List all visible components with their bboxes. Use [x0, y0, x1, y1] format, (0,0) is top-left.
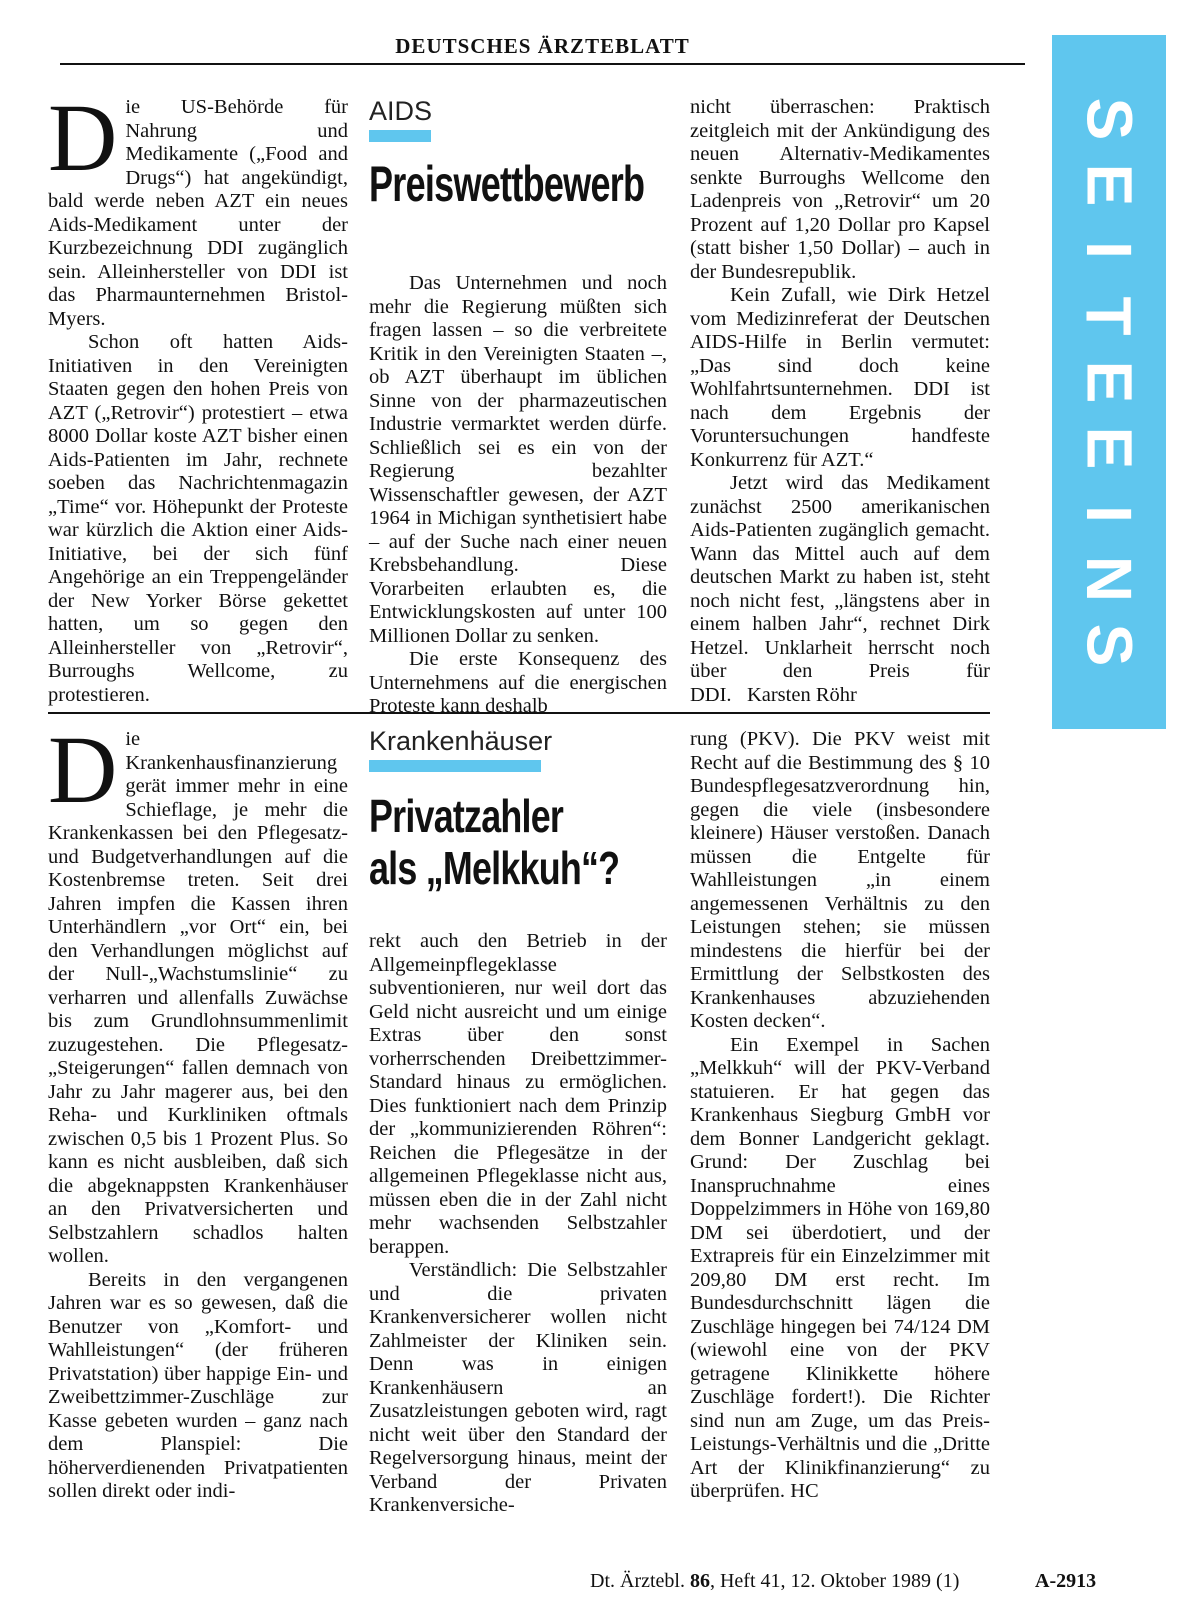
sidebar-letter: T — [1073, 296, 1145, 336]
article1-dropcap: D — [48, 84, 118, 191]
article2-column-1 — [48, 716, 348, 1504]
article2-dropcap: D — [48, 716, 118, 823]
sidebar-word — [1052, 35, 1166, 729]
sidebar-letter: E — [1073, 360, 1145, 404]
citation-suffix: , Heft 41, 12. Oktober 1989 (1) — [709, 1570, 960, 1592]
citation-prefix: Dt. Ärztebl. — [590, 1570, 690, 1592]
article1-text: ie US-Behörde für Nahrung und Medikamente („Food and Drugs“) hat angekündigt, bald werde neben AZT ein neues Aids-Medikament unter der Kurzbezeichnung DDI zugänglich sein. Alleinhersteller von DDI ist das Pharmaunternehmen Bristol-Myers. — [48, 96, 348, 330]
article1-paragraph: Kein Zufall, wie Dirk Hetzel vom Medizinreferat der Deutschen AIDS-Hilfe in Berlin vermutet: „Das sind doch keine Wohlfahrtsunternehmen. DDI ist nach dem Ergebnis der Voruntersuchungen handfeste Konkurrenz für AZT.“ — [690, 284, 990, 471]
sidebar-letter: N — [1073, 556, 1145, 603]
article1-column-1 — [48, 84, 348, 707]
citation-volume: 86 — [689, 1570, 710, 1592]
article2-author: HC — [790, 1480, 819, 1502]
article1-paragraph: Das Unternehmen und noch mehr die Regierung müßten sich fragen lassen – so die verbreitete Kritik in den Vereinigten Staaten –, ob AZT überhaupt im üblichen Sinne von der pharmazeutischen Industrie vermarktet werden dürfe. Schließlich sei es ein von der Regierung bezahlter Wissenschaftler gewesen, der AZT 1964 in Michigan synthetisiert habe – auf der Suche nach einer neuen Krebsbehandlung. Diese Vorarbeiten erlaubten es, die Entwicklungskosten auf unter 100 Millionen Dollar zu senken. — [369, 272, 667, 647]
sidebar-letter: E — [1073, 163, 1145, 206]
kicker-bar — [369, 130, 431, 142]
article1-kicker: AIDS — [369, 96, 433, 126]
sidebar-letter: E — [1073, 426, 1145, 470]
article1-column-3 — [690, 96, 990, 707]
seite-eins-sidebar — [1052, 35, 1166, 729]
article2-paragraph: Bereits in den vergangenen Jahren war es so gewesen, daß die Benutzer von „Komfort- und Wahlleistungen“ (der früheren Privatstation) über happige Ein- und Zweibettzimmer-Zuschläge zur Kasse gebeten wurden – ganz nach dem Planspiel: Die höherverdienenden Privatpatienten sollen direkt oder indi- — [48, 1268, 348, 1502]
sidebar-letter: S — [1073, 623, 1145, 667]
article1-paragraph: Die erste Konsequenz des Unternehmens auf die energischen Proteste kann deshalb — [369, 648, 667, 717]
article1-paragraph: nicht überraschen: Praktisch zeitgleich mit der Ankündigung des neuen Alternativ-Medikamentes senkte Burroughs Wellcome den Ladenpreis von „Retrovir“ um 20 Prozent auf 1,20 Dollar pro Kapsel (statt bisher 1,50 Dollar) – auch in der Bundesrepublik. — [690, 96, 990, 283]
article1-author: Karsten Röhr — [746, 683, 857, 706]
kicker-bar — [369, 760, 541, 772]
article2-paragraph — [690, 1034, 990, 1504]
headline-spacer — [369, 210, 667, 272]
article1-paragraph — [690, 472, 990, 707]
article2-paragraph: rung (PKV). Die PKV weist mit Recht auf die Bestimmung des § 10 Bundespflegesatzverordnung hin, gegen die viele (insbesondere kleinere) Häuser verstoßen. Danach müssen die Entgelte für Wahlleistungen „in einem angemessenen Verhältnis zu den Leistungen stehen; sie müssen mindestens die hierfür bei der Ermittlung der Selbstkosten des Krankenhauses abzuziehenden Kosten decken“. — [690, 728, 990, 1032]
article1-headline: Preiswettbewerb — [369, 156, 645, 212]
article2-column-2 — [369, 726, 667, 1518]
article1-paragraph: Schon oft hatten Aids-Initiativen in den Vereinigten Staaten gegen den hohen Preis von AZT („Retrovir“) protestiert – etwa 8000 Dollar koste AZT bisher einen Aids-Patienten im Jahr, rechnete soeben das Nachrichtenmagazin „Time“ vor. Höhepunkt der Proteste war kürzlich die Aktion einer Aids-Initiative, bei der sich fünf Angehörige an ein Treppengeländer der New Yorker Börse gekettet hatten, um so gegen den Alleinhersteller von „Retrovir“, Burroughs Wellcome, zu protestieren. — [48, 331, 348, 706]
section-divider — [48, 712, 990, 714]
article2-text: ie Krankenhausfinanzierung gerät immer mehr in eine Schieflage, je mehr die Krankenkassen bei den Pflegesatz- und Budgetverhandlungen auf die Kostenbremse treten. Seit drei Jahren impfen die Kassen ihren Unterhändlern „vor Ort“ ein, bei den Verhandlungen möglichst auf der Null-„Wachstumslinie“ zu verharren und allenfalls Zuwächse bis zum Grundlohnsummenlimit zuzugestehen. Die Pflegesatz-„Steigerungen“ fallen demnach von Jahr zu Jahr magerer aus, bei den Reha- und Kurkliniken oftmals zwischen 0,5 bis 1 Prozent Plus. So kann es nicht ausbleiben, daß sich die abgeknappsten Krankenhäuser an den Privatversicherten und Selbstzahlern schadlos halten wollen. — [48, 728, 348, 1267]
article2-paragraph: rekt auch den Betrieb in der Allgemeinpflegeklasse subventionieren, nur weil dort das Geld nicht ausreicht und um einige Extras über den sonst vorherrschenden Dreibettzimmer-Standard hinaus zu ermöglichen. Dies funktioniert nach dem Prinzip der „kommunizierenden Röhren“: Reichen die Pflegesätze in der allgemeinen Pflegeklasse nicht aus, müssen eben die in der Zahl nicht mehr wachsenden Selbstzahler berappen. — [369, 930, 667, 1258]
article2-kicker: Krankenhäuser — [369, 726, 553, 756]
article2-headline-line-1: Privatzahler — [369, 790, 564, 842]
masthead: DEUTSCHES ÄRZTEBLATT — [60, 34, 1025, 65]
article2-paragraph — [48, 716, 348, 1269]
article2-column-3 — [690, 728, 990, 1504]
article2-text: Ein Exempel in Sachen „Melkkuh“ will der PKV-Verband statuieren. Er hat gegen das Krankenhaus Siegburg GmbH vor dem Bonner Landgericht geklagt. Grund: Der Zuschlag bei Inanspruchnahme eines Doppelzimmers in Höhe von 169,80 DM sei überdotiert, und der Extrapreis für ein Einzelzimmer mit 209,80 DM erst recht. Im Bundesdurchschnitt lägen die Zuschläge hingegen bei 74/124 DM (wiewohl eine von der PKV getragene Klinikkette höhere Zuschläge fordert!). Die Richter sind nun am Zuge, um das Preis-Leistungs-Verhältnis und die „Dritte Art der Klinikfinanzierung“ zu überprüfen. — [690, 1033, 990, 1502]
sidebar-letter: S — [1073, 97, 1145, 141]
page-number: A-2913 — [1035, 1570, 1097, 1592]
article2-paragraph: Verständlich: Die Selbstzahler und die privaten Krankenversicherer wollen nicht Zahlmeister der Kliniken sein. Denn was in einigen Krankenhäusern an Zusatzleistungen geboten wird, ragt nicht weit über den Standard der Regelversorgung hinaus, meint der Verband der Privaten Krankenversiche- — [369, 1259, 667, 1516]
article1-text: Jetzt wird das Medikament zunächst 2500 amerikanischen Aids-Patienten zugänglich gemacht. Wann das Mittel auch auf dem deutschen Markt zu haben ist, steht noch nicht fest, „längstens aber in einem halben Jahr“, rechnet Dirk Hetzel. Unklarheit herrscht noch über den Preis für DDI. — [690, 472, 990, 706]
article2-headline-line-2: als „Melkkuh“? — [369, 842, 620, 894]
sidebar-letter: I — [1073, 241, 1145, 260]
article1-paragraph — [48, 84, 348, 331]
sidebar-letter: I — [1073, 504, 1145, 523]
article1-column-2 — [369, 96, 667, 719]
page-footer — [590, 1570, 1110, 1593]
headline-spacer — [369, 894, 667, 930]
